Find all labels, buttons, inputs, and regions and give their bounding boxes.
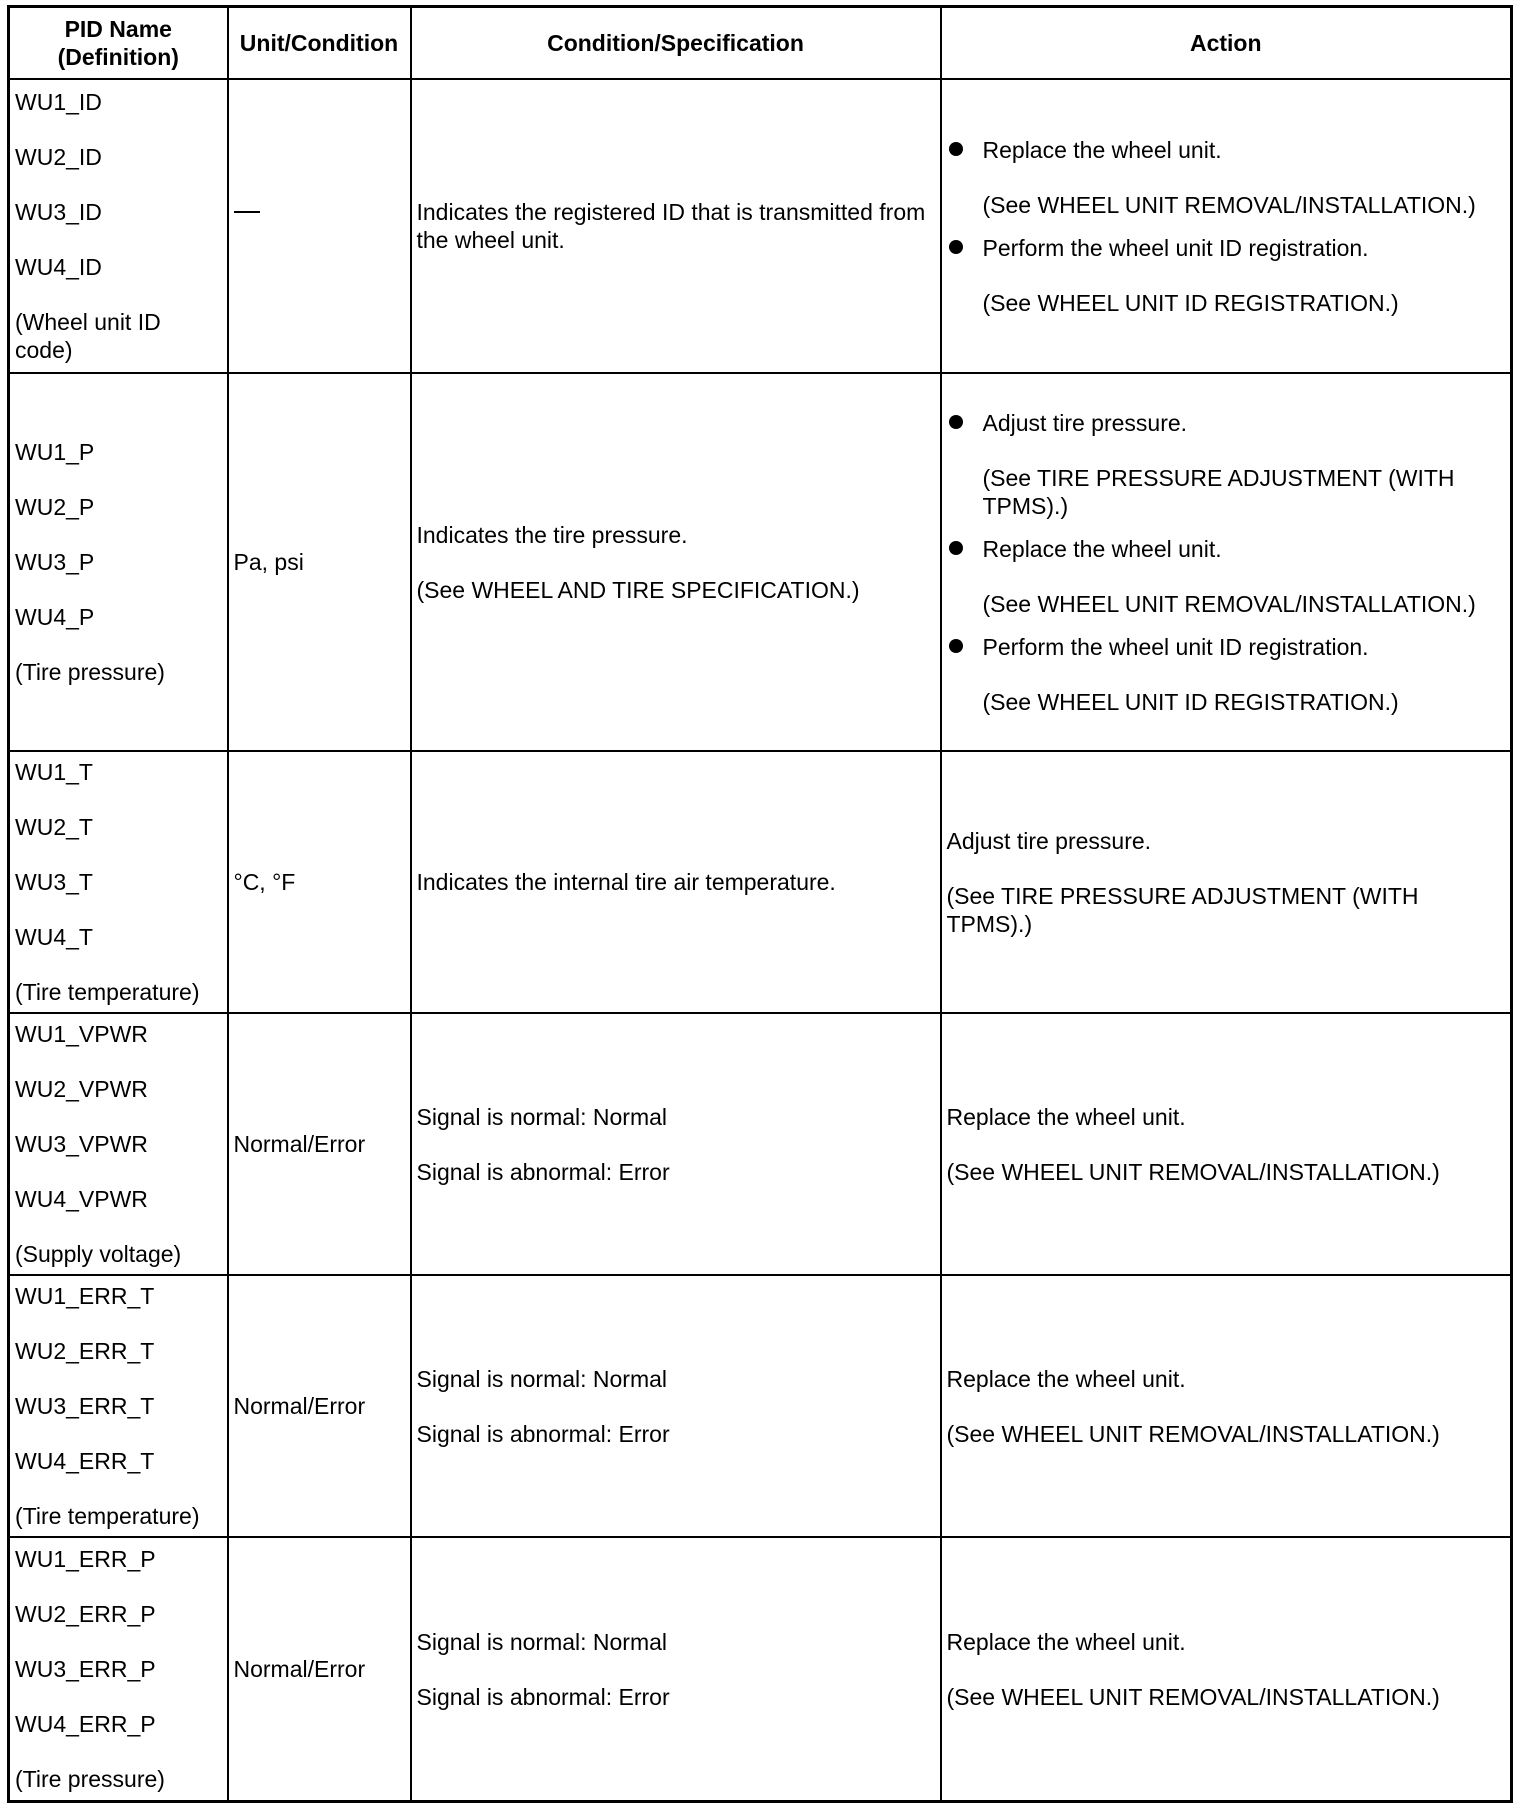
pid-definition: (Tire temperature) bbox=[15, 1503, 200, 1529]
table-row bbox=[9, 751, 1512, 1013]
action-text: Replace the wheel unit. bbox=[982, 136, 1222, 163]
action-reference: (See WHEEL UNIT ID REGISTRATION.) bbox=[982, 688, 1399, 715]
condition-text: Signal is normal: Normal bbox=[416, 1628, 668, 1655]
header-unit: Unit/Condition bbox=[228, 7, 411, 80]
pid-cell bbox=[9, 751, 228, 1013]
unit-cell: Normal/Error bbox=[228, 1275, 411, 1537]
condition-cell bbox=[411, 1013, 941, 1275]
unit-cell bbox=[228, 79, 411, 373]
pid-name: WU1_ID bbox=[15, 89, 102, 115]
action-reference: (See WHEEL UNIT ID REGISTRATION.) bbox=[982, 289, 1399, 316]
pid-name: WU4_ID bbox=[15, 254, 102, 280]
header-pid-definition-label: (Definition) bbox=[57, 44, 179, 70]
action-text: Replace the wheel unit. bbox=[946, 1628, 1186, 1655]
condition-text: Indicates the internal tire air temperature. bbox=[416, 869, 836, 895]
action-list bbox=[947, 136, 1506, 317]
action-cell bbox=[941, 373, 1512, 751]
unit-cell: °C, °F bbox=[228, 751, 411, 1013]
action-cell bbox=[941, 1537, 1512, 1802]
action-text: Replace the wheel unit. bbox=[946, 1103, 1186, 1130]
pid-definition: (Tire pressure) bbox=[15, 659, 165, 685]
pid-cell bbox=[9, 373, 228, 751]
pid-name: WU4_ERR_P bbox=[15, 1711, 156, 1737]
action-item bbox=[983, 409, 1506, 520]
condition-reference: (See WHEEL AND TIRE SPECIFICATION.) bbox=[416, 576, 860, 603]
header-pid-name-label: PID Name bbox=[64, 16, 172, 42]
action-cell bbox=[941, 1013, 1512, 1275]
bullet-icon bbox=[949, 541, 963, 555]
pid-table bbox=[7, 5, 1513, 1803]
header-pid-name bbox=[9, 7, 228, 80]
action-text: Perform the wheel unit ID registration. bbox=[982, 234, 1369, 261]
action-reference: (See TIRE PRESSURE ADJUSTMENT (WITH TPMS).) bbox=[982, 464, 1455, 519]
pid-name: WU1_ERR_P bbox=[15, 1546, 156, 1572]
unit-dash bbox=[234, 211, 260, 241]
action-text: Adjust tire pressure. bbox=[982, 409, 1188, 436]
header-condition: Condition/Specification bbox=[411, 7, 941, 80]
pid-name: WU4_P bbox=[15, 604, 95, 630]
header-row bbox=[9, 7, 1512, 80]
action-cell bbox=[941, 751, 1512, 1013]
table-row bbox=[9, 1013, 1512, 1275]
document-sheet bbox=[7, 5, 1513, 1803]
pid-cell bbox=[9, 1013, 228, 1275]
condition-cell bbox=[411, 79, 941, 373]
action-text: Perform the wheel unit ID registration. bbox=[982, 633, 1369, 660]
action-reference: (See WHEEL UNIT REMOVAL/INSTALLATION.) bbox=[946, 1420, 1440, 1447]
action-text: Adjust tire pressure. bbox=[946, 827, 1152, 854]
condition-text: Signal is normal: Normal bbox=[416, 1365, 668, 1392]
unit-cell: Normal/Error bbox=[228, 1537, 411, 1802]
condition-cell bbox=[411, 373, 941, 751]
bullet-icon bbox=[949, 142, 963, 156]
action-reference: (See TIRE PRESSURE ADJUSTMENT (WITH TPMS).) bbox=[946, 882, 1419, 937]
table-row bbox=[9, 1537, 1512, 1802]
action-item bbox=[983, 136, 1506, 219]
bullet-icon bbox=[949, 240, 963, 254]
pid-name: WU2_ERR_T bbox=[15, 1338, 155, 1364]
action-item bbox=[983, 234, 1506, 317]
action-list bbox=[947, 409, 1506, 716]
action-reference: (See WHEEL UNIT REMOVAL/INSTALLATION.) bbox=[982, 191, 1476, 218]
pid-name: WU3_VPWR bbox=[15, 1131, 148, 1157]
pid-name: WU4_T bbox=[15, 924, 93, 950]
pid-definition: (Wheel unit ID code) bbox=[15, 309, 161, 363]
pid-definition: (Tire temperature) bbox=[15, 979, 200, 1005]
condition-cell bbox=[411, 1537, 941, 1802]
pid-name: WU1_ERR_T bbox=[15, 1283, 155, 1309]
condition-text: Signal is abnormal: Error bbox=[416, 1158, 670, 1185]
pid-name: WU2_VPWR bbox=[15, 1076, 148, 1102]
pid-name: WU3_ERR_T bbox=[15, 1393, 155, 1419]
action-item bbox=[983, 535, 1506, 618]
pid-cell bbox=[9, 1537, 228, 1802]
bullet-icon bbox=[949, 639, 963, 653]
action-cell bbox=[941, 1275, 1512, 1537]
header-action: Action bbox=[941, 7, 1512, 80]
action-item bbox=[983, 633, 1506, 716]
bullet-icon bbox=[949, 415, 963, 429]
condition-cell bbox=[411, 751, 941, 1013]
pid-name: WU1_P bbox=[15, 439, 95, 465]
table-row bbox=[9, 373, 1512, 751]
condition-text: Indicates the registered ID that is transmitted from the wheel unit. bbox=[416, 199, 926, 253]
unit-cell: Pa, psi bbox=[228, 373, 411, 751]
pid-definition: (Tire pressure) bbox=[15, 1766, 165, 1792]
pid-name: WU3_ERR_P bbox=[15, 1656, 156, 1682]
pid-name: WU3_T bbox=[15, 869, 93, 895]
condition-text: Signal is abnormal: Error bbox=[416, 1683, 670, 1710]
condition-text: Signal is abnormal: Error bbox=[416, 1420, 670, 1447]
condition-text: Signal is normal: Normal bbox=[416, 1103, 668, 1130]
pid-name: WU2_T bbox=[15, 814, 93, 840]
table-row bbox=[9, 1275, 1512, 1537]
pid-cell bbox=[9, 1275, 228, 1537]
condition-text: Indicates the tire pressure. bbox=[416, 521, 688, 548]
action-reference: (See WHEEL UNIT REMOVAL/INSTALLATION.) bbox=[946, 1158, 1440, 1185]
table-row bbox=[9, 79, 1512, 373]
action-text: Replace the wheel unit. bbox=[946, 1365, 1186, 1392]
pid-name: WU3_ID bbox=[15, 199, 102, 225]
pid-name: WU4_VPWR bbox=[15, 1186, 148, 1212]
pid-cell bbox=[9, 79, 228, 373]
pid-name: WU4_ERR_T bbox=[15, 1448, 155, 1474]
pid-name: WU3_P bbox=[15, 549, 95, 575]
unit-cell: Normal/Error bbox=[228, 1013, 411, 1275]
pid-name: WU2_ID bbox=[15, 144, 102, 170]
condition-cell bbox=[411, 1275, 941, 1537]
pid-name: WU1_T bbox=[15, 759, 93, 785]
pid-definition: (Supply voltage) bbox=[15, 1241, 182, 1267]
pid-name: WU2_ERR_P bbox=[15, 1601, 156, 1627]
action-text: Replace the wheel unit. bbox=[982, 535, 1222, 562]
action-reference: (See WHEEL UNIT REMOVAL/INSTALLATION.) bbox=[982, 590, 1476, 617]
action-cell bbox=[941, 79, 1512, 373]
pid-name: WU1_VPWR bbox=[15, 1021, 148, 1047]
action-reference: (See WHEEL UNIT REMOVAL/INSTALLATION.) bbox=[946, 1683, 1440, 1710]
pid-name: WU2_P bbox=[15, 494, 95, 520]
